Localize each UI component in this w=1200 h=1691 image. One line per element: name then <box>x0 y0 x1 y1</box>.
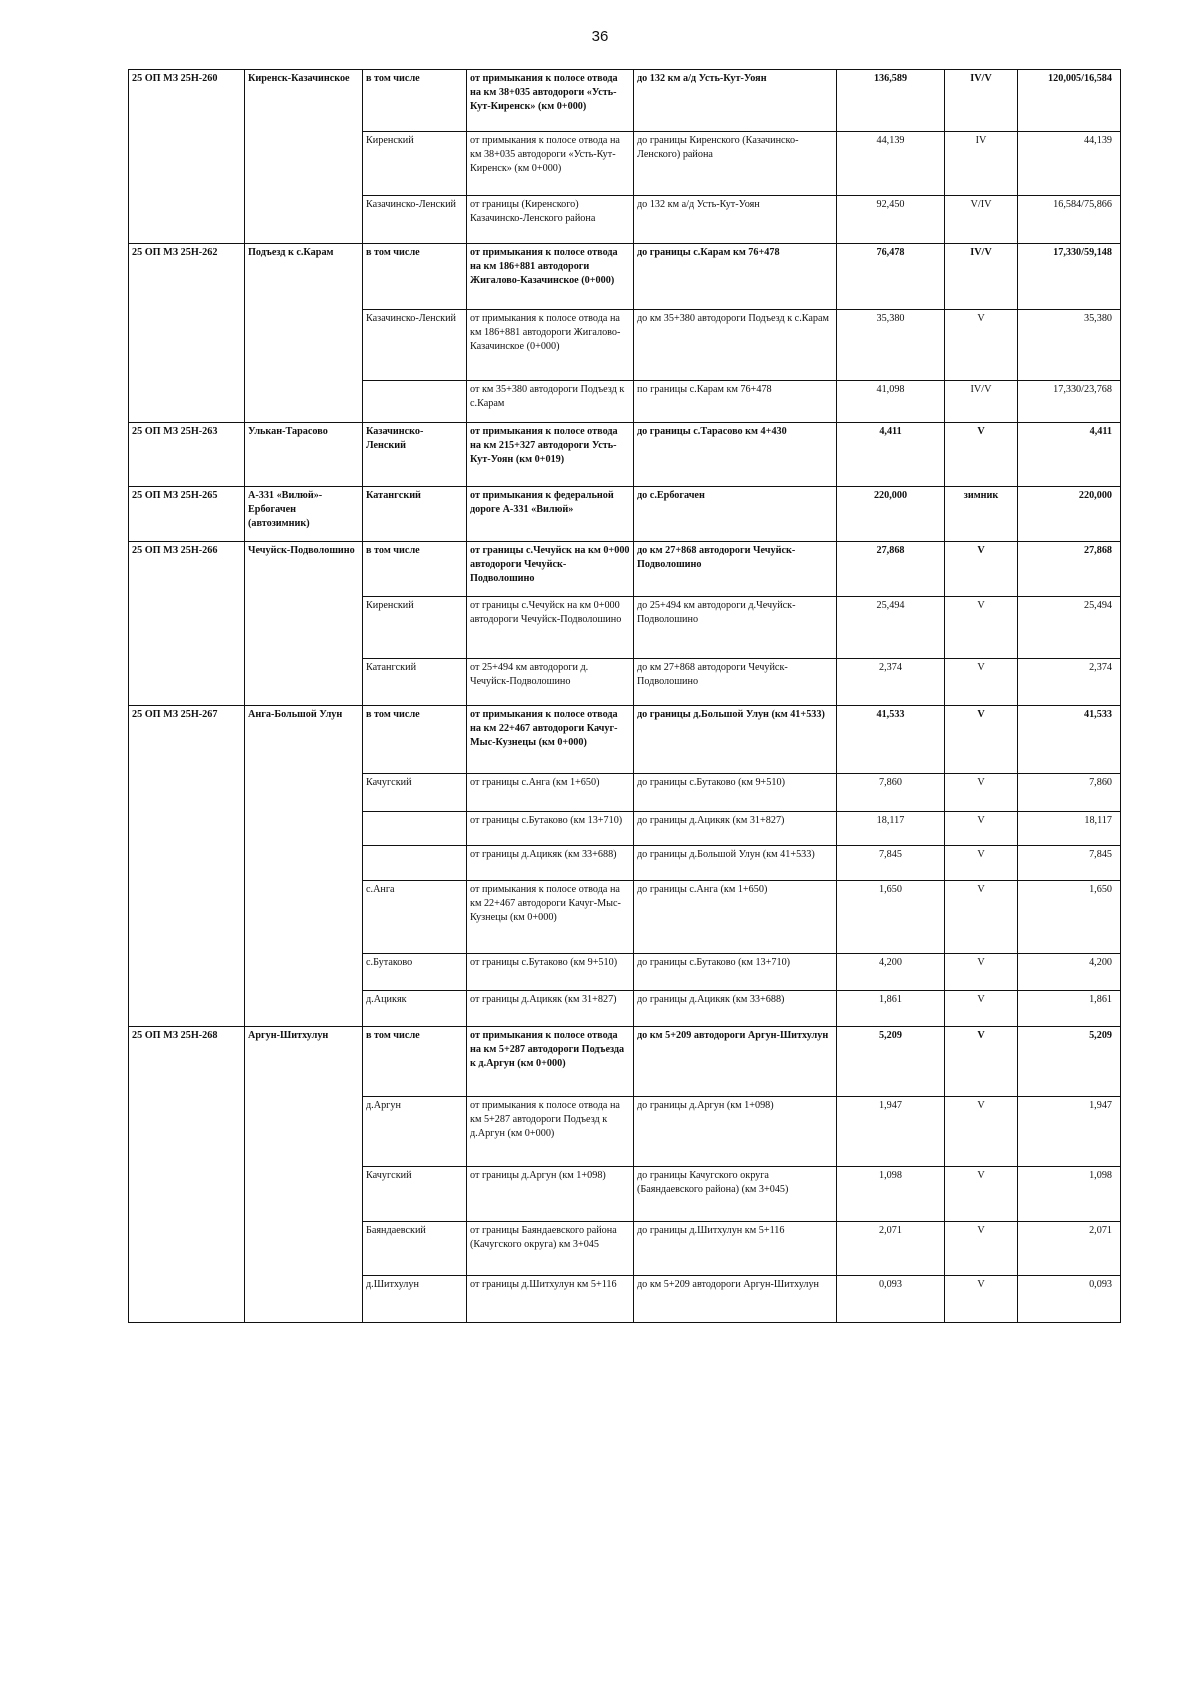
road-name: Аргун-Шитхулун <box>245 1027 363 1323</box>
length-by-category-cell: 1,098 <box>1018 1167 1121 1222</box>
start-point-cell: от примыкания к полосе отвода на км 186+881 автодороги Жигалово-Казачинское (0+000) <box>467 244 634 310</box>
category-cell: V <box>945 597 1018 659</box>
length-by-category-cell: 7,845 <box>1018 846 1121 881</box>
end-point-cell: до границы Качугского округа (Баяндаевского района) (км 3+045) <box>634 1167 837 1222</box>
category-cell: V <box>945 1276 1018 1323</box>
length-cell: 25,494 <box>837 597 945 659</box>
category-cell: IV/V <box>945 70 1018 132</box>
district-cell: в том числе <box>363 70 467 132</box>
category-cell: V <box>945 991 1018 1027</box>
district-cell: с.Анга <box>363 881 467 954</box>
category-cell: V <box>945 706 1018 774</box>
end-point-cell: до границы д.Большой Улун (км 41+533) <box>634 846 837 881</box>
end-point-cell: до границы Киренского (Казачинско-Ленского) района <box>634 132 837 196</box>
length-by-category-cell: 17,330/23,768 <box>1018 381 1121 423</box>
road-name: Подъезд к с.Карам <box>245 244 363 423</box>
category-cell: V <box>945 812 1018 846</box>
length-cell: 0,093 <box>837 1276 945 1323</box>
district-cell: Баяндаевский <box>363 1222 467 1276</box>
district-cell: д.Аргун <box>363 1097 467 1167</box>
district-cell: в том числе <box>363 1027 467 1097</box>
length-by-category-cell: 220,000 <box>1018 487 1121 542</box>
table-row <box>129 1027 1121 1097</box>
length-cell: 5,209 <box>837 1027 945 1097</box>
length-cell: 35,380 <box>837 310 945 381</box>
length-by-category-cell: 2,374 <box>1018 659 1121 706</box>
district-cell: в том числе <box>363 542 467 597</box>
start-point-cell: от примыкания к полосе отвода на км 38+035 автодороги «Усть-Кут-Киренск» (км 0+000) <box>467 70 634 132</box>
district-cell: Качугский <box>363 1167 467 1222</box>
road-code: 25 ОП МЗ 25Н-265 <box>129 487 245 542</box>
length-by-category-cell: 0,093 <box>1018 1276 1121 1323</box>
district-cell <box>363 812 467 846</box>
end-point-cell: до км 5+209 автодороги Аргун-Шитхулун <box>634 1276 837 1323</box>
start-point-cell: от границы с.Анга (км 1+650) <box>467 774 634 812</box>
road-code: 25 ОП МЗ 25Н-268 <box>129 1027 245 1323</box>
length-cell: 18,117 <box>837 812 945 846</box>
length-cell: 2,374 <box>837 659 945 706</box>
start-point-cell: от границы (Киренского) Казачинско-Ленского района <box>467 196 634 244</box>
end-point-cell: до границы с.Бутаково (км 13+710) <box>634 954 837 991</box>
length-by-category-cell: 17,330/59,148 <box>1018 244 1121 310</box>
start-point-cell: от границы с.Бутаково (км 9+510) <box>467 954 634 991</box>
end-point-cell: до км 5+209 автодороги Аргун-Шитхулун <box>634 1027 837 1097</box>
district-cell: Катангский <box>363 487 467 542</box>
length-by-category-cell: 120,005/16,584 <box>1018 70 1121 132</box>
end-point-cell: до 132 км а/д Усть-Кут-Уоян <box>634 196 837 244</box>
category-cell: IV <box>945 132 1018 196</box>
length-by-category-cell: 7,860 <box>1018 774 1121 812</box>
start-point-cell: от границы д.Ацикяк (км 31+827) <box>467 991 634 1027</box>
length-cell: 1,861 <box>837 991 945 1027</box>
length-by-category-cell: 16,584/75,866 <box>1018 196 1121 244</box>
length-cell: 7,860 <box>837 774 945 812</box>
category-cell: V/IV <box>945 196 1018 244</box>
category-cell: V <box>945 1167 1018 1222</box>
end-point-cell: до 132 км а/д Усть-Кут-Уоян <box>634 70 837 132</box>
start-point-cell: от границы д.Ацикяк (км 33+688) <box>467 846 634 881</box>
district-cell: Казачинско-Ленский <box>363 423 467 487</box>
start-point-cell: от границы с.Чечуйск на км 0+000 автодороги Чечуйск-Подволошино <box>467 542 634 597</box>
length-cell: 1,650 <box>837 881 945 954</box>
start-point-cell: от границы Баяндаевского района (Качугского округа) км 3+045 <box>467 1222 634 1276</box>
end-point-cell: до границы д.Шитхулун км 5+116 <box>634 1222 837 1276</box>
table-row <box>129 244 1121 310</box>
length-cell: 1,947 <box>837 1097 945 1167</box>
length-by-category-cell: 1,861 <box>1018 991 1121 1027</box>
length-cell: 92,450 <box>837 196 945 244</box>
length-cell: 44,139 <box>837 132 945 196</box>
page-number: 36 <box>591 28 609 45</box>
road-name: Чечуйск-Подволошино <box>245 542 363 706</box>
district-cell <box>363 846 467 881</box>
district-cell: в том числе <box>363 706 467 774</box>
start-point-cell: от примыкания к полосе отвода на км 5+287 автодороги Подъезд к д.Аргун (км 0+000) <box>467 1097 634 1167</box>
table-row <box>129 487 1121 542</box>
district-cell: Казачинско-Ленский <box>363 310 467 381</box>
category-cell: V <box>945 774 1018 812</box>
category-cell: IV/V <box>945 244 1018 310</box>
district-cell: Казачинско-Ленский <box>363 196 467 244</box>
length-cell: 220,000 <box>837 487 945 542</box>
district-cell: д.Ацикяк <box>363 991 467 1027</box>
end-point-cell: до 25+494 км автодороги д.Чечуйск-Подволошино <box>634 597 837 659</box>
length-cell: 4,200 <box>837 954 945 991</box>
length-by-category-cell: 4,411 <box>1018 423 1121 487</box>
length-by-category-cell: 44,139 <box>1018 132 1121 196</box>
district-cell: Киренский <box>363 597 467 659</box>
table-row <box>129 423 1121 487</box>
length-by-category-cell: 25,494 <box>1018 597 1121 659</box>
category-cell: V <box>945 310 1018 381</box>
start-point-cell: от примыкания к полосе отвода на км 22+467 автодороги Качуг-Мыс-Кузнецы (км 0+000) <box>467 706 634 774</box>
start-point-cell: от примыкания к федеральной дороге А-331 «Вилюй» <box>467 487 634 542</box>
category-cell: V <box>945 659 1018 706</box>
end-point-cell: до границы с.Анга (км 1+650) <box>634 881 837 954</box>
road-code: 25 ОП МЗ 25Н-260 <box>129 70 245 244</box>
length-by-category-cell: 35,380 <box>1018 310 1121 381</box>
end-point-cell: до границы с.Тарасово км 4+430 <box>634 423 837 487</box>
table-row <box>129 706 1121 774</box>
length-by-category-cell: 5,209 <box>1018 1027 1121 1097</box>
category-cell: V <box>945 1222 1018 1276</box>
end-point-cell: до с.Ербогачен <box>634 487 837 542</box>
district-cell: д.Шитхулун <box>363 1276 467 1323</box>
category-cell: IV/V <box>945 381 1018 423</box>
end-point-cell: до границы с.Карам км 76+478 <box>634 244 837 310</box>
road-code: 25 ОП МЗ 25Н-267 <box>129 706 245 1027</box>
end-point-cell: до границы д.Ацикяк (км 33+688) <box>634 991 837 1027</box>
table-row <box>129 70 1121 132</box>
category-cell: V <box>945 1027 1018 1097</box>
category-cell: зимник <box>945 487 1018 542</box>
start-point-cell: от границы д.Шитхулун км 5+116 <box>467 1276 634 1323</box>
district-cell: Катангский <box>363 659 467 706</box>
district-cell: Киренский <box>363 132 467 196</box>
length-by-category-cell: 2,071 <box>1018 1222 1121 1276</box>
length-by-category-cell: 27,868 <box>1018 542 1121 597</box>
start-point-cell: от примыкания к полосе отвода на км 38+035 автодороги «Усть-Кут-Киренск» (км 0+000) <box>467 132 634 196</box>
start-point-cell: от примыкания к полосе отвода на км 5+287 автодороги Подъезда к д.Аргун (км 0+000) <box>467 1027 634 1097</box>
length-cell: 136,589 <box>837 70 945 132</box>
length-cell: 4,411 <box>837 423 945 487</box>
start-point-cell: от границы с.Чечуйск на км 0+000 автодороги Чечуйск-Подволошино <box>467 597 634 659</box>
length-cell: 7,845 <box>837 846 945 881</box>
road-code: 25 ОП МЗ 25Н-262 <box>129 244 245 423</box>
length-by-category-cell: 1,650 <box>1018 881 1121 954</box>
length-cell: 76,478 <box>837 244 945 310</box>
category-cell: V <box>945 423 1018 487</box>
length-by-category-cell: 1,947 <box>1018 1097 1121 1167</box>
start-point-cell: от км 35+380 автодороги Подъезд к с.Карам <box>467 381 634 423</box>
end-point-cell: до границы д.Ацикяк (км 31+827) <box>634 812 837 846</box>
category-cell: V <box>945 846 1018 881</box>
end-point-cell: по границы с.Карам км 76+478 <box>634 381 837 423</box>
road-name: Улькан-Тарасово <box>245 423 363 487</box>
roads-table <box>128 69 1121 1323</box>
category-cell: V <box>945 1097 1018 1167</box>
road-name: Киренск-Казачинское <box>245 70 363 244</box>
start-point-cell: от границы д.Аргун (км 1+098) <box>467 1167 634 1222</box>
start-point-cell: от примыкания к полосе отвода на км 186+881 автодороги Жигалово-Казачинское (0+000) <box>467 310 634 381</box>
category-cell: V <box>945 542 1018 597</box>
end-point-cell: до км 35+380 автодороги Подъезд к с.Карам <box>634 310 837 381</box>
end-point-cell: до границы д.Большой Улун (км 41+533) <box>634 706 837 774</box>
length-cell: 27,868 <box>837 542 945 597</box>
end-point-cell: до км 27+868 автодороги Чечуйск-Подволошино <box>634 542 837 597</box>
district-cell: Качугский <box>363 774 467 812</box>
start-point-cell: от примыкания к полосе отвода на км 22+467 автодороги Качуг-Мыс-Кузнецы (км 0+000) <box>467 881 634 954</box>
road-code: 25 ОП МЗ 25Н-263 <box>129 423 245 487</box>
length-cell: 41,098 <box>837 381 945 423</box>
length-cell: 1,098 <box>837 1167 945 1222</box>
length-cell: 2,071 <box>837 1222 945 1276</box>
length-by-category-cell: 18,117 <box>1018 812 1121 846</box>
end-point-cell: до границы с.Бутаково (км 9+510) <box>634 774 837 812</box>
length-by-category-cell: 4,200 <box>1018 954 1121 991</box>
road-name: А-331 «Вилюй»-Ербогачен (автозимник) <box>245 487 363 542</box>
district-cell <box>363 381 467 423</box>
end-point-cell: до границы д.Аргун (км 1+098) <box>634 1097 837 1167</box>
start-point-cell: от примыкания к полосе отвода на км 215+327 автодороги Усть-Кут-Уоян (км 0+019) <box>467 423 634 487</box>
start-point-cell: от 25+494 км автодороги д. Чечуйск-Подволошино <box>467 659 634 706</box>
road-name: Анга-Большой Улун <box>245 706 363 1027</box>
length-by-category-cell: 41,533 <box>1018 706 1121 774</box>
length-cell: 41,533 <box>837 706 945 774</box>
category-cell: V <box>945 954 1018 991</box>
category-cell: V <box>945 881 1018 954</box>
start-point-cell: от границы с.Бутаково (км 13+710) <box>467 812 634 846</box>
district-cell: в том числе <box>363 244 467 310</box>
end-point-cell: до км 27+868 автодороги Чечуйск-Подволошино <box>634 659 837 706</box>
table-row <box>129 542 1121 597</box>
road-code: 25 ОП МЗ 25Н-266 <box>129 542 245 706</box>
district-cell: с.Бутаково <box>363 954 467 991</box>
